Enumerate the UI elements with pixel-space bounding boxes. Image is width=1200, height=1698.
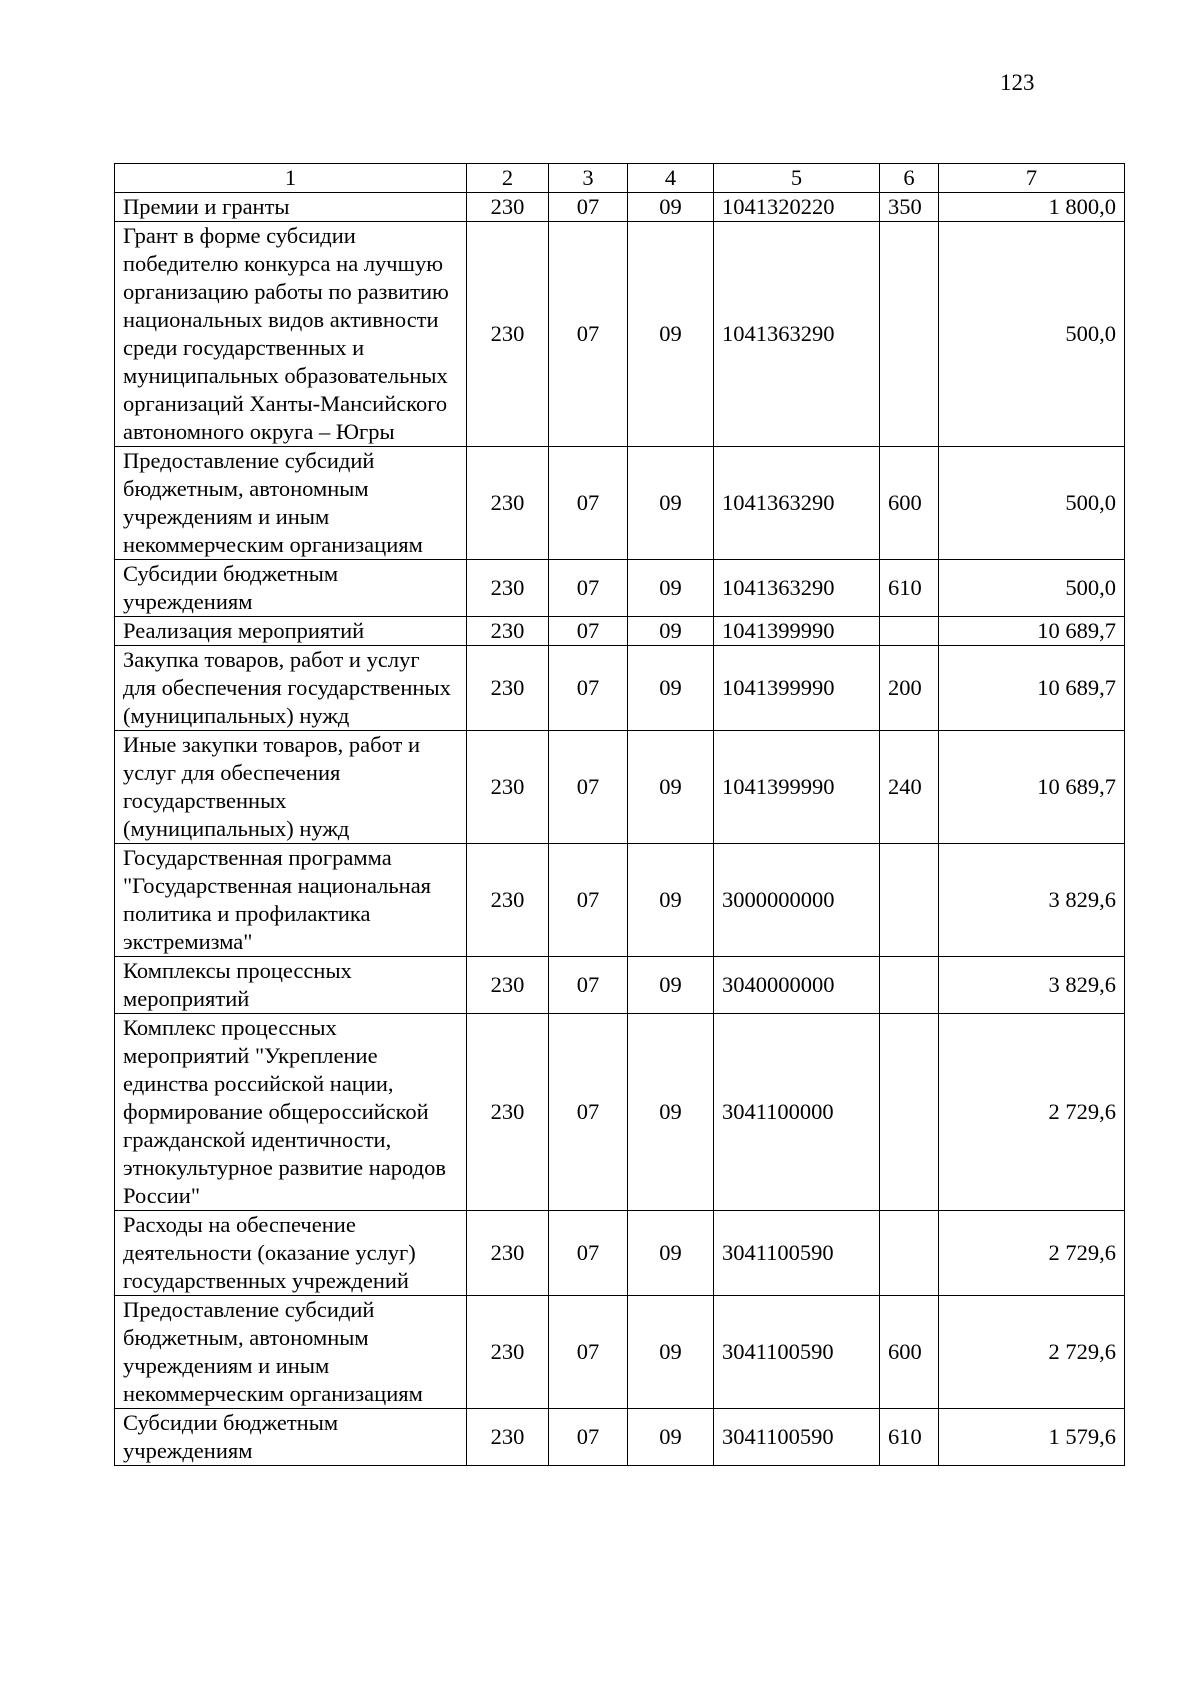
amount-cell: 500,0: [939, 560, 1125, 617]
table-row: [115, 1014, 1125, 1211]
expense-type-cell: 600: [880, 447, 939, 560]
admin-code-cell: 230: [467, 957, 549, 1014]
item-name-cell: Субсидии бюджетным учреждениям: [115, 1409, 467, 1466]
table-row: [115, 844, 1125, 957]
section-code-cell: 07: [549, 1211, 628, 1296]
amount-cell: 10 689,7: [939, 646, 1125, 731]
table-row: [115, 193, 1125, 222]
expense-type-cell: 600: [880, 1296, 939, 1409]
subsection-code-cell: 09: [628, 1296, 714, 1409]
subsection-code-cell: 09: [628, 1014, 714, 1211]
subsection-code-cell: 09: [628, 1211, 714, 1296]
header-cell: 2: [467, 164, 549, 193]
target-article-cell: 1041320220: [714, 193, 880, 222]
amount-cell: 10 689,7: [939, 731, 1125, 844]
target-article-cell: 1041399990: [714, 731, 880, 844]
section-code-cell: 07: [549, 1014, 628, 1211]
header-cell: 3: [549, 164, 628, 193]
table-row: [115, 1211, 1125, 1296]
subsection-code-cell: 09: [628, 844, 714, 957]
subsection-code-cell: 09: [628, 617, 714, 646]
section-code-cell: 07: [549, 1409, 628, 1466]
table-row: [115, 222, 1125, 447]
expense-type-cell: [880, 1014, 939, 1211]
section-code-cell: 07: [549, 844, 628, 957]
subsection-code-cell: 09: [628, 646, 714, 731]
item-name-cell: Закупка товаров, работ и услуг для обеспечения государственных (муниципальных) нужд: [115, 646, 467, 731]
admin-code-cell: 230: [467, 1409, 549, 1466]
section-code-cell: 07: [549, 617, 628, 646]
subsection-code-cell: 09: [628, 447, 714, 560]
admin-code-cell: 230: [467, 222, 549, 447]
admin-code-cell: 230: [467, 646, 549, 731]
budget-table: [114, 163, 1125, 1466]
section-code-cell: 07: [549, 731, 628, 844]
admin-code-cell: 230: [467, 1014, 549, 1211]
admin-code-cell: 230: [467, 193, 549, 222]
amount-cell: 1 800,0: [939, 193, 1125, 222]
target-article-cell: 3041100000: [714, 1014, 880, 1211]
expense-type-cell: [880, 222, 939, 447]
item-name-cell: Предоставление субсидий бюджетным, автономным учреждениям и иным некоммерческим организациям: [115, 1296, 467, 1409]
table-row: [115, 560, 1125, 617]
item-name-cell: Субсидии бюджетным учреждениям: [115, 560, 467, 617]
admin-code-cell: 230: [467, 560, 549, 617]
amount-cell: 3 829,6: [939, 844, 1125, 957]
item-name-cell: Предоставление субсидий бюджетным, автономным учреждениям и иным некоммерческим организациям: [115, 447, 467, 560]
expense-type-cell: [880, 617, 939, 646]
subsection-code-cell: 09: [628, 731, 714, 844]
amount-cell: 500,0: [939, 447, 1125, 560]
table-row: [115, 646, 1125, 731]
table-body: [115, 193, 1125, 1466]
section-code-cell: 07: [549, 447, 628, 560]
item-name-cell: Комплекс процессных мероприятий "Укрепление единства российской нации, формирование общероссийской гражданской идентичности, этнокультурное развитие народов России": [115, 1014, 467, 1211]
item-name-cell: Государственная программа "Государственная национальная политика и профилактика экстремизма": [115, 844, 467, 957]
item-name-cell: Грант в форме субсидии победителю конкурса на лучшую организацию работы по развитию национальных видов активности среди государственных и муниципальных образовательных организаций Ханты-Мансийского автономного округа – Югры: [115, 222, 467, 447]
section-code-cell: 07: [549, 193, 628, 222]
expense-type-cell: 610: [880, 560, 939, 617]
admin-code-cell: 230: [467, 447, 549, 560]
amount-cell: 2 729,6: [939, 1211, 1125, 1296]
target-article-cell: 3040000000: [714, 957, 880, 1014]
section-code-cell: 07: [549, 560, 628, 617]
table-row: [115, 957, 1125, 1014]
table-row: [115, 1409, 1125, 1466]
admin-code-cell: 230: [467, 1211, 549, 1296]
item-name-cell: Расходы на обеспечение деятельности (оказание услуг) государственных учреждений: [115, 1211, 467, 1296]
item-name-cell: Иные закупки товаров, работ и услуг для обеспечения государственных (муниципальных) нужд: [115, 731, 467, 844]
header-cell: 7: [939, 164, 1125, 193]
table-row: [115, 617, 1125, 646]
expense-type-cell: 610: [880, 1409, 939, 1466]
admin-code-cell: 230: [467, 617, 549, 646]
item-name-cell: Реализация мероприятий: [115, 617, 467, 646]
subsection-code-cell: 09: [628, 957, 714, 1014]
target-article-cell: 1041399990: [714, 646, 880, 731]
subsection-code-cell: 09: [628, 222, 714, 447]
table-row: [115, 447, 1125, 560]
expense-type-cell: [880, 1211, 939, 1296]
header-cell: 1: [115, 164, 467, 193]
item-name-cell: Премии и гранты: [115, 193, 467, 222]
page-number: 123: [1000, 70, 1035, 95]
amount-cell: 2 729,6: [939, 1296, 1125, 1409]
header-cell: 5: [714, 164, 880, 193]
item-name-cell: Комплексы процессных мероприятий: [115, 957, 467, 1014]
amount-cell: 1 579,6: [939, 1409, 1125, 1466]
target-article-cell: 1041399990: [714, 617, 880, 646]
target-article-cell: 1041363290: [714, 222, 880, 447]
target-article-cell: 3041100590: [714, 1211, 880, 1296]
admin-code-cell: 230: [467, 731, 549, 844]
expense-type-cell: 200: [880, 646, 939, 731]
subsection-code-cell: 09: [628, 560, 714, 617]
table-row: [115, 731, 1125, 844]
header-cell: 4: [628, 164, 714, 193]
admin-code-cell: 230: [467, 1296, 549, 1409]
section-code-cell: 07: [549, 646, 628, 731]
subsection-code-cell: 09: [628, 193, 714, 222]
amount-cell: 3 829,6: [939, 957, 1125, 1014]
expense-type-cell: [880, 844, 939, 957]
amount-cell: 500,0: [939, 222, 1125, 447]
section-code-cell: 07: [549, 957, 628, 1014]
header-row: [115, 164, 1125, 193]
amount-cell: 10 689,7: [939, 617, 1125, 646]
subsection-code-cell: 09: [628, 1409, 714, 1466]
expense-type-cell: 240: [880, 731, 939, 844]
target-article-cell: 1041363290: [714, 447, 880, 560]
header-cell: 6: [880, 164, 939, 193]
admin-code-cell: 230: [467, 844, 549, 957]
expense-type-cell: 350: [880, 193, 939, 222]
target-article-cell: 1041363290: [714, 560, 880, 617]
target-article-cell: 3041100590: [714, 1296, 880, 1409]
target-article-cell: 3041100590: [714, 1409, 880, 1466]
section-code-cell: 07: [549, 222, 628, 447]
table-row: [115, 1296, 1125, 1409]
amount-cell: 2 729,6: [939, 1014, 1125, 1211]
expense-type-cell: [880, 957, 939, 1014]
target-article-cell: 3000000000: [714, 844, 880, 957]
section-code-cell: 07: [549, 1296, 628, 1409]
